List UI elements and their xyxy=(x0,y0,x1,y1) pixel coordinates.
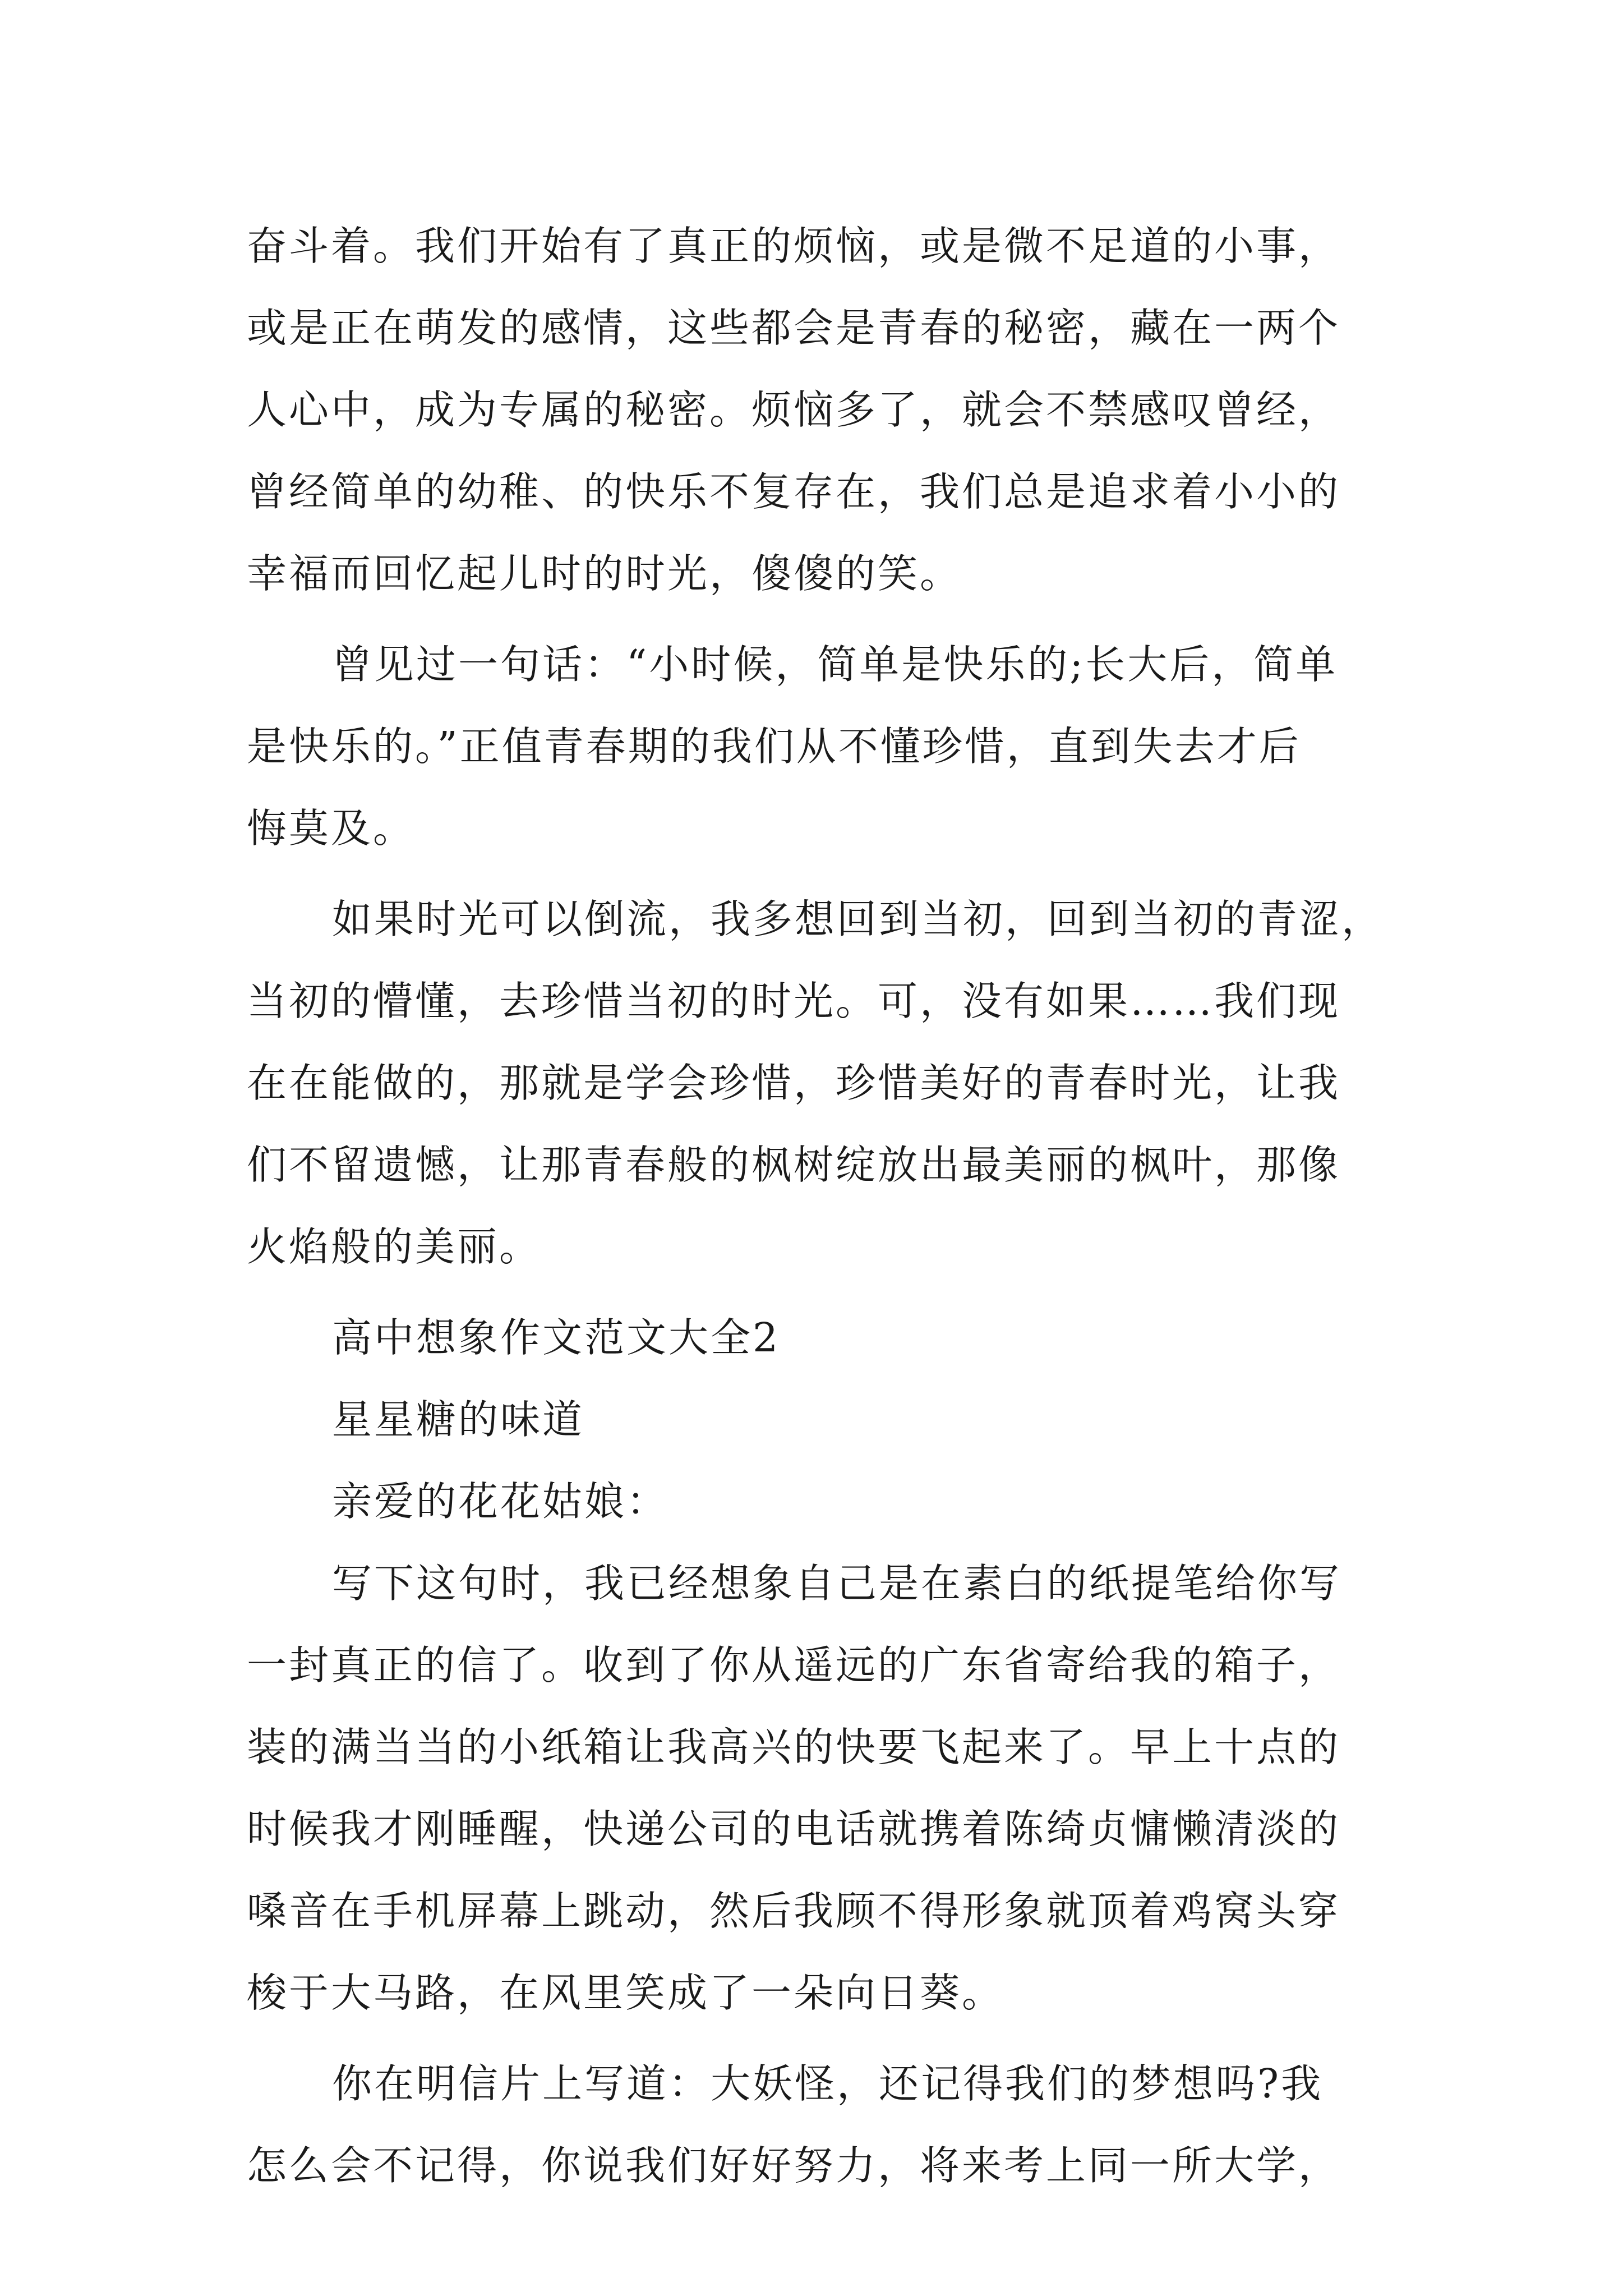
text-line: 当初的懵懂，去珍惜当初的时光。可，没有如果……我们现 xyxy=(247,978,1341,1024)
text-line: 一封真正的信了。收到了你从遥远的广东省寄给我的箱子， xyxy=(247,1642,1341,1688)
text-line: 们不留遗憾，让那青春般的枫树绽放出最美丽的枫叶，那像 xyxy=(247,1142,1341,1188)
text-line: 怎么会不记得，你说我们好好努力，将来考上同一所大学， xyxy=(247,2142,1341,2189)
text-line: 或是正在萌发的感情，这些都会是青春的秘密，藏在一两个 xyxy=(247,305,1341,351)
text-line: 曾见过一句话：“小时候，简单是快乐的;长大后，简单 xyxy=(332,641,1338,688)
text-line: 曾经简单的幼稚、的快乐不复存在，我们总是追求着小小的 xyxy=(247,468,1341,515)
essay-title: 星星糖的味道 xyxy=(332,1396,585,1443)
document-body xyxy=(247,205,1402,2207)
text-line: 时候我才刚睡醒，快递公司的电话就携着陈绮贞慵懒清淡的 xyxy=(247,1806,1341,1852)
text-line: 幸福而回忆起儿时的时光，傻傻的笑。 xyxy=(247,550,962,597)
text-line: 如果时光可以倒流，我多想回到当初，回到当初的青涩， xyxy=(332,896,1384,942)
text-line: 是快乐的。”正值青春期的我们从不懂珍惜，直到失去才后 xyxy=(247,723,1301,770)
text-line: 装的满当当的小纸箱让我高兴的快要飞起来了。早上十点的 xyxy=(247,1724,1341,1770)
letter-salutation: 亲爱的花花姑娘： xyxy=(332,1478,669,1525)
text-line: 你在明信片上写道：大妖怪，还记得我们的梦想吗?我 xyxy=(332,2060,1324,2107)
text-line: 火焰般的美丽。 xyxy=(247,1223,542,1270)
text-line: 写下这句时，我已经想象自己是在素白的纸提笔给你写 xyxy=(332,1560,1342,1607)
text-line: 人心中，成为专属的秘密。烦恼多了，就会不禁感叹曾经， xyxy=(247,386,1341,433)
text-line: 梭于大马路，在风里笑成了一朵向日葵。 xyxy=(247,1970,1004,2016)
text-line: 嗓音在手机屏幕上跳动，然后我顾不得形象就顶着鸡窝头穿 xyxy=(247,1888,1341,1934)
text-line: 奋斗着。我们开始有了真正的烦恼，或是微不足道的小事， xyxy=(247,223,1341,269)
section-heading: 高中想象作文范文大全2 xyxy=(332,1314,781,1361)
text-line: 在在能做的，那就是学会珍惜，珍惜美好的青春时光，让我 xyxy=(247,1060,1341,1106)
text-line: 悔莫及。 xyxy=(247,805,416,852)
